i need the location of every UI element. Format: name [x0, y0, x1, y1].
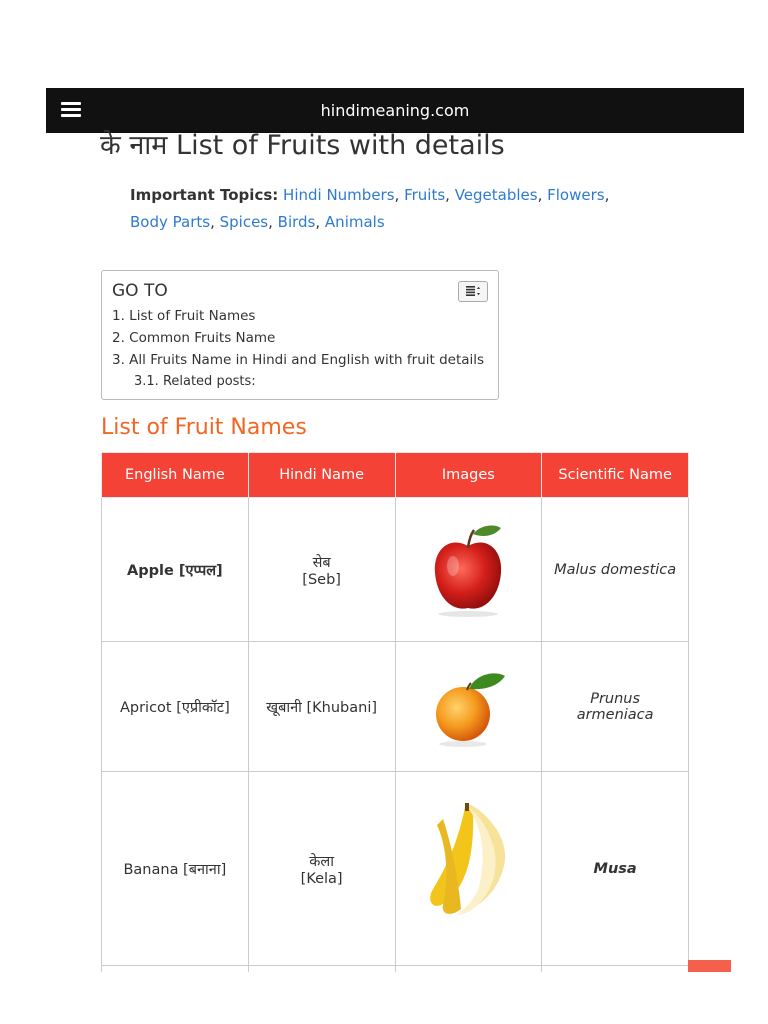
- topics-label: Important Topics:: [130, 186, 279, 204]
- column-header-scientific: Scientific Name: [542, 453, 689, 498]
- important-topics: Important Topics: Hindi Numbers, Fruits, Vegetables, Flowers, Body Parts, Spices, Birds, Animals: [130, 186, 610, 231]
- hindi-transliteration: [Kela]: [300, 870, 343, 887]
- scroll-to-top-button[interactable]: [688, 960, 731, 972]
- english-name-cell: Apple [एप्पल]: [102, 498, 249, 642]
- toc-toggle-button[interactable]: [458, 281, 488, 302]
- table-row: [102, 772, 689, 966]
- page-bottom-whitespace: [0, 972, 768, 1024]
- hindi-name-cell: खूबानी [Khubani]: [248, 642, 395, 772]
- hindi-name: सेब: [312, 554, 331, 571]
- image-cell: [395, 498, 542, 642]
- column-header-hindi: Hindi Name: [248, 453, 395, 498]
- hindi-name: केला: [309, 853, 334, 870]
- toc-item-all-fruits-name[interactable]: 3. All Fruits Name in Hindi and English with fruit details: [112, 352, 485, 368]
- topic-link-body-parts[interactable]: Body Parts: [130, 213, 211, 231]
- topic-link-spices[interactable]: Spices: [219, 213, 269, 231]
- image-cell: [395, 642, 542, 772]
- banana-image: [413, 797, 523, 937]
- english-name-cell: Apricot [एप्रीकॉट]: [102, 642, 249, 772]
- hindi-name-cell: [248, 772, 395, 966]
- toc-item-related-posts[interactable]: 3.1. Related posts:: [134, 374, 256, 389]
- column-header-english: English Name: [102, 453, 249, 498]
- hamburger-menu-icon[interactable]: [61, 102, 81, 118]
- list-toggle-icon: [465, 286, 481, 296]
- table-row: [102, 498, 689, 642]
- apricot-image: [413, 660, 523, 750]
- scientific-name-cell: Malus domestica: [542, 498, 689, 642]
- apple-image: [413, 518, 523, 618]
- topic-link-animals[interactable]: Animals: [324, 213, 385, 231]
- site-title-link[interactable]: hindimeaning.com: [320, 101, 470, 120]
- table-row: [102, 642, 689, 772]
- toc-item-list-of-fruit-names[interactable]: 1. List of Fruit Names: [112, 308, 256, 324]
- hindi-transliteration: [Seb]: [302, 571, 341, 588]
- topic-link-fruits[interactable]: Fruits: [404, 186, 446, 204]
- hindi-name-cell: [248, 498, 395, 642]
- topic-link-vegetables[interactable]: Vegetables: [454, 186, 538, 204]
- table-of-contents: [101, 270, 499, 400]
- column-header-images: Images: [395, 453, 542, 498]
- fruits-table: [101, 452, 689, 977]
- section-heading: List of Fruit Names: [101, 415, 307, 440]
- scientific-name-line: Prunus: [590, 690, 641, 707]
- page-title: के नाम List of Fruits with details: [100, 130, 505, 161]
- scientific-name-cell: [542, 642, 689, 772]
- toc-item-common-fruits-name[interactable]: 2. Common Fruits Name: [112, 330, 276, 346]
- image-cell: [395, 772, 542, 966]
- topic-link-flowers[interactable]: Flowers: [547, 186, 605, 204]
- topic-link-birds[interactable]: Birds: [277, 213, 316, 231]
- table-header-row: [102, 453, 689, 498]
- toc-title: GO TO: [112, 281, 168, 301]
- scientific-name-line: armeniaca: [576, 706, 654, 723]
- scientific-name-cell: Musa: [542, 772, 689, 966]
- english-name-cell: Banana [बनाना]: [102, 772, 249, 966]
- topic-link-hindi-numbers[interactable]: Hindi Numbers: [283, 186, 395, 204]
